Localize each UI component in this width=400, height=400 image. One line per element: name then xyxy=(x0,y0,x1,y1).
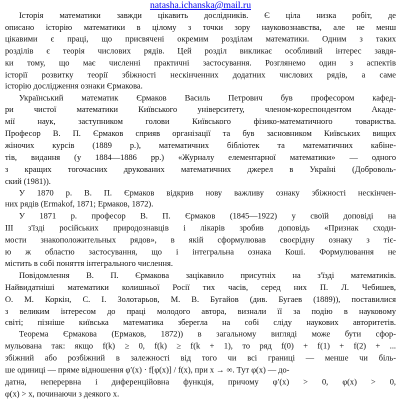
text-line: мії наук, заступником голови Київського фізико-математичного товариства. xyxy=(5,117,396,127)
text-line: них рядів (Ermakof, 1871; Ермаков, 1872). xyxy=(5,200,154,209)
text-line: історії розвитку теорії збіжності нескінченних додатних числових рядів, а саме xyxy=(5,70,396,79)
text-line: ю ж областю застосування, що і інтегральна ознака Коші. Формулювання не xyxy=(5,247,396,257)
text-line: історію дослідження ознаки Єрмакова. xyxy=(5,81,143,91)
text-line: О. М. Коркін, С. І. Золотарьов, М. В. Бугайов (див. Бугаев (1889)), поставилися xyxy=(5,294,396,304)
text-line: цікавими є праці, що присвячені окремим розділам математики. Одним з таких xyxy=(5,34,396,44)
text-line: Повідомлення В. П. Єрмакова зацікавило присутніх на з'їзді математиків. xyxy=(19,270,396,280)
text-line: розділів є теорія числових рядів. Цей розділ викликає особливий інтерес завдя- xyxy=(5,46,396,56)
text-segment: ше одиниці — пряме відношення φ′(x) · f[φ(x)] / f(x), при x → ∞. Тут φ(x) — до- xyxy=(5,365,290,375)
text-line: тів, видання (у 1884—1886 рр.) «Журналу елементарної математики» — одного xyxy=(5,152,396,162)
text-line: φ(x) > x, починаючи з деякого x. xyxy=(5,389,120,399)
text-line: Професор В. П. Єрмаков сприяв організації та був засновником Київських вищих xyxy=(5,129,396,139)
text-line: Найвидатніші математики колишньої Росії тих часів, серед них П. Л. Чебишев, xyxy=(5,282,396,292)
text-line-with-fraction xyxy=(5,365,396,377)
text-line: містить в собі поняття інтегрального числення. xyxy=(5,259,173,269)
text-line: з великим інтересом до праці молодого автора, визнали її за подію в науковому xyxy=(5,306,396,316)
text-line: ри чистої математики Київського університету, членом-кореспондентом Акаде- xyxy=(5,105,396,115)
text-line: збіжний або розбіжний в залежності від того чи всі границі — менше чи біль- xyxy=(5,353,396,363)
text-line: мости знакоположительных рядов», в якій сформулював своєрідну ознаку з тіє- xyxy=(5,235,396,245)
text-line: описано історію математики в цілому з точки зору науковознавства, але не менш xyxy=(5,22,396,32)
text-line: ский (1981)). xyxy=(5,176,51,186)
text-line: світі; пізніше київська математика зберегла на собі сліду наукових авторитетів. xyxy=(5,318,396,328)
author-email-link[interactable]: natasha.ichanska@mail.ru xyxy=(149,0,251,11)
document-page xyxy=(5,0,396,397)
text-line: з кращих тогочасних друкованих математичних джерел в Україні (Доброволь- xyxy=(5,164,396,174)
text-line: У 1870 р. В. П. Єрмаков відкрив нову важливу ознаку збіжності нескінчен- xyxy=(19,188,396,198)
text-line: Теорема Єрмакова (Ермаков, 1872)) в загальному вигляді може бути сфор- xyxy=(19,330,396,340)
text-line: ки тому, що має численні практичні застосування. Розглянемо один з аспектів xyxy=(5,58,396,68)
text-line: Український математик Єрмаков Василь Петрович був професором кафед- xyxy=(19,93,396,103)
text-line: датна, неперервна і диференційовна функція, причому φ′(x) > 0, φ(x) > 0, xyxy=(5,377,396,387)
text-line: мульована так: якщо f(k) ≥ 0, f(k) ≥ f(k + 1), то ряд f(0) + f(1) + f(2) + ... xyxy=(5,341,396,351)
text-line: жіночих курсів (1889 р.), математичних бібліотек та математичних кабіне- xyxy=(5,140,396,150)
text-line: III з'їзді російських природознавців і лікарів зробив доповідь «Признак сходи- xyxy=(5,223,396,233)
text-line: Історія математики завжди цікавить дослідників. Є ціла низка робіт, де xyxy=(19,10,396,20)
text-line: У 1871 р. професор В. П. Єрмаков (1845—1922) у своїй доповіді на xyxy=(19,211,396,221)
